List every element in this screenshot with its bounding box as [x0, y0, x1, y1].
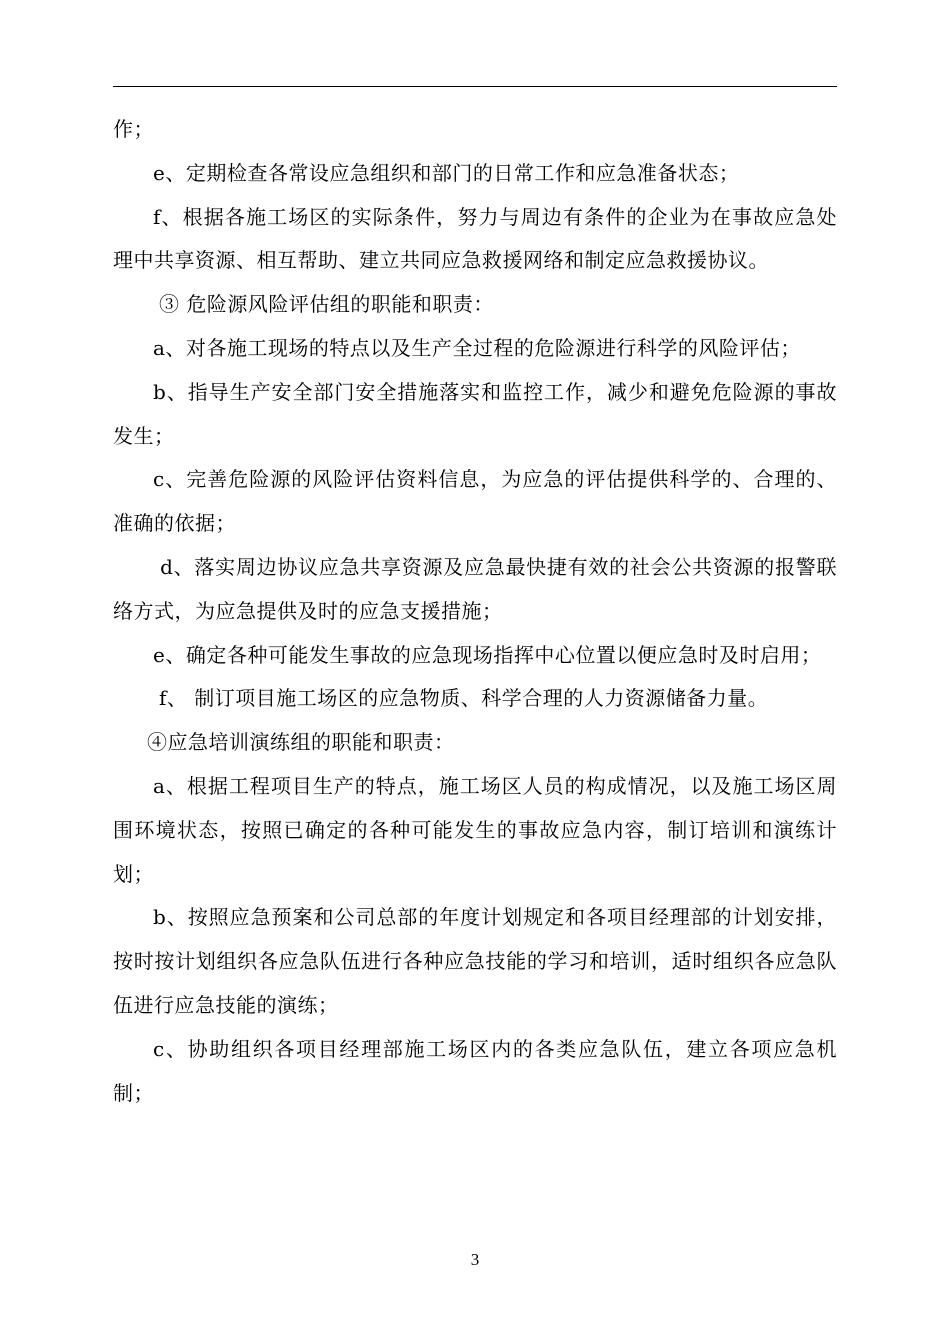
paragraph-item-d: d、落实周边协议应急共享资源及应急最快捷有效的社会公共资源的报警联络方式，为应急提供及时的应急支援措施； [113, 554, 838, 623]
paragraph-item-e: e、定期检查各常设应急组织和部门的日常工作和应急准备状态； [153, 160, 740, 185]
page-number: 3 [470, 1250, 480, 1269]
paragraph-item-b: b、指导生产安全部门安全措施落实和监控工作，减少和避免危险源的事故发生； [113, 379, 837, 448]
document-body [113, 108, 837, 1115]
paragraph-item-a-2: a、根据工程项目生产的特点，施工场区人员的构成情况，以及施工场区周围环境状态，按照已确定的各种可能发生的事故应急内容，制订培训和演练计划； [113, 773, 837, 886]
paragraph-item-f-2: f、 制订项目施工场区的应急物质、科学合理的人力资源储备力量。 [159, 686, 769, 711]
header-rule [113, 86, 837, 87]
paragraph-item-e-2: e、确定各种可能发生事故的应急现场指挥中心位置以便应急时及时启用； [153, 642, 822, 667]
paragraph-item-c: c、完善危险源的风险评估资料信息，为应急的评估提供科学的、合理的、准确的依据； [113, 467, 837, 536]
section-heading-training-drill: ④应急培训演练组的职能和职责： [147, 730, 455, 755]
paragraph-item-c-2: c、协助组织各项目经理部施工场区内的各类应急队伍，建立各项应急机制； [113, 1036, 837, 1105]
section-heading-risk-assessment: ③ 危险源风险评估组的职能和职责： [159, 292, 494, 317]
paragraph-item-f: f、根据各施工场区的实际条件，努力与周边有条件的企业为在事故应急处理中共享资源、相互帮助、建立共同应急救援网络和制定应急救援协议。 [113, 204, 837, 273]
paragraph-item-b-2: b、按照应急预案和公司总部的年度计划规定和各项目经理部的计划安排，按时按计划组织各应急队伍进行各种应急技能的学习和培训，适时组织各应急队伍进行应急技能的演练； [113, 905, 837, 1017]
paragraph-continuation: 作； [113, 117, 154, 141]
paragraph-item-a: a、对各施工现场的特点以及生产全过程的危险源进行科学的风险评估； [153, 335, 801, 360]
